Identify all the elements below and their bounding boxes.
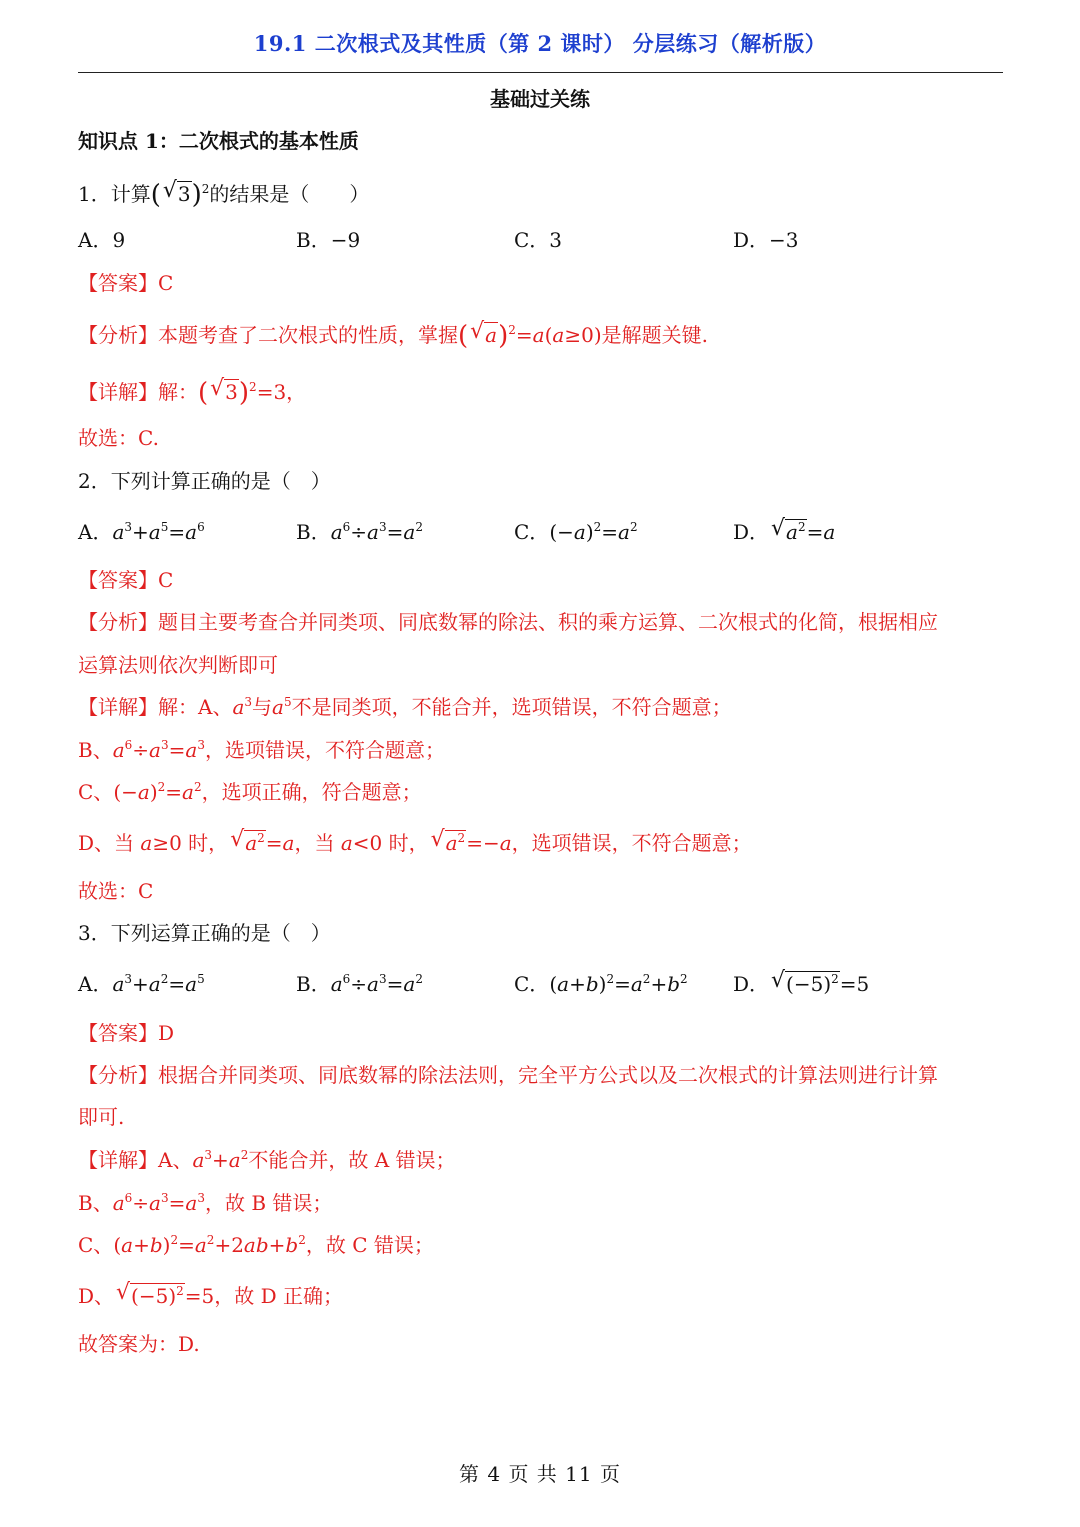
option-d: D．−3	[733, 228, 799, 252]
option-a: A．$a^3+a^5=a^6$	[78, 520, 205, 544]
question-2-detail-c: C、$(-a)^2=a^2$，选项正确，符合题意；	[78, 780, 422, 804]
page-footer: 第 4 页 共 11 页	[459, 1462, 621, 1486]
question-2-detail-b: B、$a^6\div a^3=a^3$，选项错误，不符合题意；	[78, 738, 445, 762]
question-1-detail: 【详解】解：(√ 3)$^2$=3，	[78, 376, 1008, 407]
question-1-conclusion: 故选：C.	[78, 426, 159, 450]
topic-title: 知识点 1：二次根式的基本性质	[78, 129, 359, 153]
option-c: C．$(-a)^2=a^2$	[514, 520, 638, 544]
question-1-stem: 1．计算(√ 3)$^2$的结果是（ ）	[78, 178, 1008, 209]
question-2-conclusion: 故选：C	[78, 879, 154, 903]
question-3-analysis-line-1: 【分析】根据合并同类项、同底数幂的除法法则，完全平方公式以及二次根式的计算法则进行计算	[78, 1063, 938, 1087]
question-3-detail-d: D、√ $(-5)^2=5$，故 D 正确；	[78, 1281, 1008, 1311]
question-2-stem: 2．下列计算正确的是（ ）	[78, 469, 331, 493]
question-2-detail-d: D、当 a≥0 时，√ $a^2=a$，当 a<0 时，√ $a^2=-a$，选项错误，不符合题意；	[78, 828, 1008, 858]
document-header-title: 19.1 二次根式及其性质（第 2 课时） 分层练习（解析版）	[253, 31, 827, 56]
question-3-detail-c: C、$(a+b)^2=a^2+2ab+b^2$，故 C 错误；	[78, 1233, 434, 1257]
option-b: B．$a^6\div a^3=a^2$	[296, 972, 423, 996]
option-a: A．$a^3+a^2=a^5$	[78, 972, 205, 996]
option-b: B．$a^6\div a^3=a^2$	[296, 520, 423, 544]
section-title: 基础过关练	[490, 87, 590, 111]
option-c: C．$(a+b)^2=a^2+b^2$	[514, 972, 688, 996]
option-d: D．√ $(-5)^2=5$	[733, 969, 869, 999]
question-3-conclusion: 故答案为：D.	[78, 1332, 200, 1356]
question-2-answer: 【答案】C	[78, 568, 174, 592]
question-1-analysis: 【分析】本题考查了二次根式的性质，掌握(√ a)$^2$=a(a≥0)是解题关键.	[78, 319, 1008, 350]
question-3-analysis-line-2: 即可.	[78, 1105, 125, 1129]
question-1-answer: 【答案】C	[78, 271, 174, 295]
question-3-stem: 3．下列运算正确的是（ ）	[78, 921, 331, 945]
question-3-detail-a: 【详解】A、$a^3+a^2$不能合并，故 A 错误；	[78, 1148, 456, 1172]
question-3-answer: 【答案】D	[78, 1021, 175, 1045]
option-c: C．3	[514, 228, 563, 252]
question-2-analysis-line-2: 运算法则依次判断即可	[78, 653, 278, 677]
option-b: B．−9	[296, 228, 361, 252]
header-divider	[78, 72, 1003, 73]
option-d: D．√ $a^2=a$	[733, 517, 835, 547]
question-2-analysis-line-1: 【分析】题目主要考查合并同类项、同底数幂的除法、积的乘方运算、二次根式的化简，根据相应	[78, 610, 938, 634]
question-3-detail-b: B、$a^6\div a^3=a^3$，故 B 错误；	[78, 1191, 333, 1215]
option-a: A．9	[78, 228, 126, 252]
question-2-detail-a: 【详解】解：A、$a^3$与$a^5$不是同类项，不能合并，选项错误，不符合题意；	[78, 695, 732, 719]
